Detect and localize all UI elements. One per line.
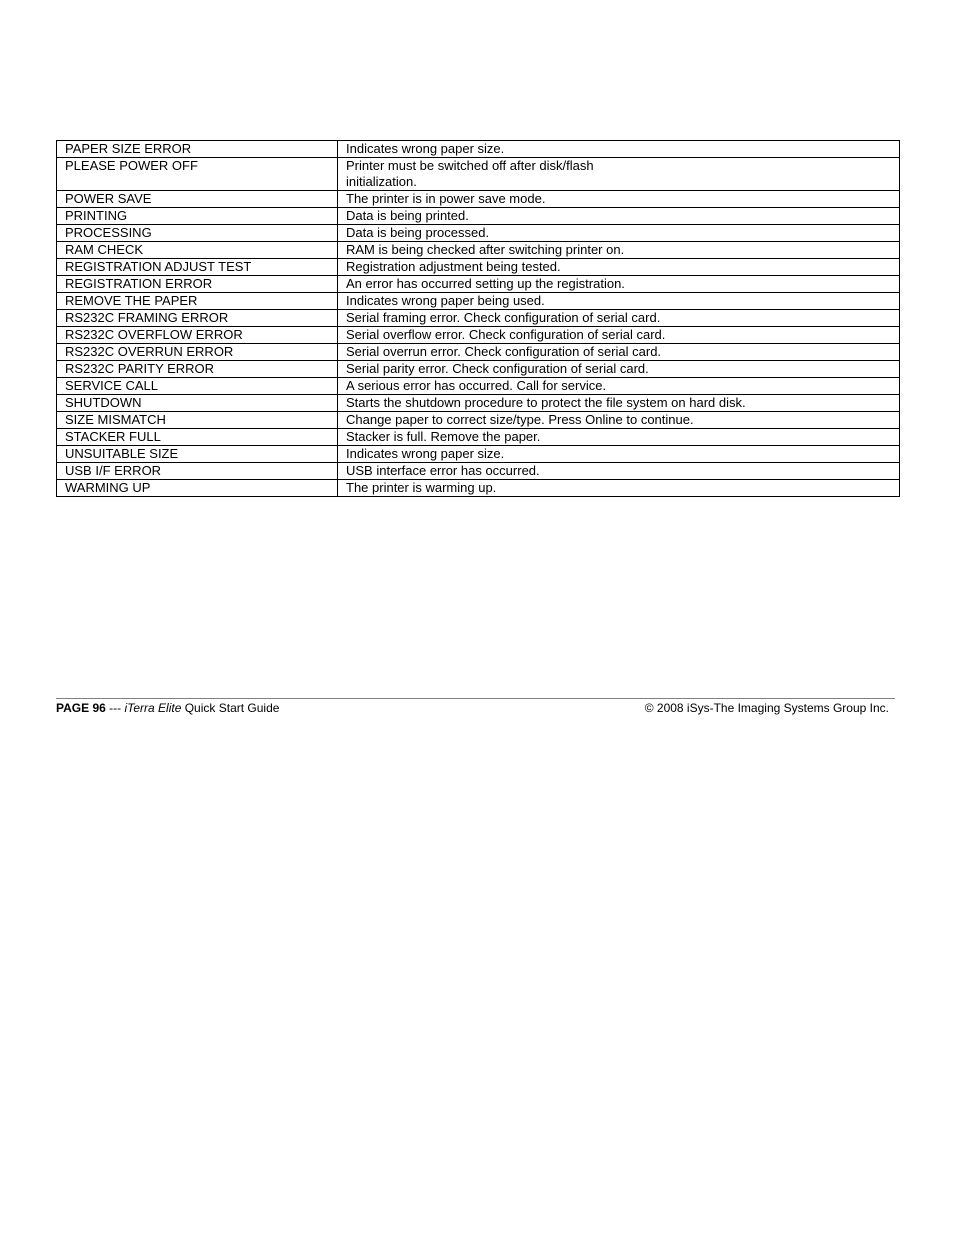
description-cell: The printer is warming up. xyxy=(338,480,900,497)
description-cell: The printer is in power save mode. xyxy=(338,191,900,208)
table-row xyxy=(57,191,900,208)
guide-title: Quick Start Guide xyxy=(181,701,280,715)
message-cell: REGISTRATION ERROR xyxy=(57,276,338,293)
description-cell: Serial overflow error. Check configuration of serial card. xyxy=(338,327,900,344)
table-row xyxy=(57,208,900,225)
footer-copyright: © 2008 iSys-The Imaging Systems Group Inc. xyxy=(644,701,889,715)
message-cell: RS232C FRAMING ERROR xyxy=(57,310,338,327)
message-cell: PROCESSING xyxy=(57,225,338,242)
description-cell: Data is being processed. xyxy=(338,225,900,242)
message-cell: PLEASE POWER OFF xyxy=(57,158,338,191)
table-row xyxy=(57,327,900,344)
table-row xyxy=(57,158,900,191)
message-cell: USB I/F ERROR xyxy=(57,463,338,480)
table-row xyxy=(57,225,900,242)
message-cell: RAM CHECK xyxy=(57,242,338,259)
description-line: Printer must be switched off after disk/flash xyxy=(346,158,594,173)
message-cell: SIZE MISMATCH xyxy=(57,412,338,429)
message-cell: REGISTRATION ADJUST TEST xyxy=(57,259,338,276)
table-row xyxy=(57,378,900,395)
message-cell: UNSUITABLE SIZE xyxy=(57,446,338,463)
table-row xyxy=(57,412,900,429)
message-cell: POWER SAVE xyxy=(57,191,338,208)
message-cell: WARMING UP xyxy=(57,480,338,497)
product-name: iTerra Elite xyxy=(124,701,182,715)
description-cell: Serial framing error. Check configuration of serial card. xyxy=(338,310,900,327)
description-cell: Change paper to correct size/type. Press Online to continue. xyxy=(338,412,900,429)
message-table xyxy=(56,140,900,497)
table-row xyxy=(57,276,900,293)
table-row xyxy=(57,429,900,446)
table-row xyxy=(57,141,900,158)
table-row xyxy=(57,446,900,463)
description-cell xyxy=(338,158,900,191)
message-cell: REMOVE THE PAPER xyxy=(57,293,338,310)
description-cell: Registration adjustment being tested. xyxy=(338,259,900,276)
description-cell: Serial overrun error. Check configuration of serial card. xyxy=(338,344,900,361)
footer-page-info xyxy=(56,701,279,715)
description-cell: Indicates wrong paper being used. xyxy=(338,293,900,310)
description-cell: USB interface error has occurred. xyxy=(338,463,900,480)
message-cell: STACKER FULL xyxy=(57,429,338,446)
message-cell: PRINTING xyxy=(57,208,338,225)
table-row xyxy=(57,242,900,259)
table-row xyxy=(57,395,900,412)
description-cell: An error has occurred setting up the registration. xyxy=(338,276,900,293)
description-cell: A serious error has occurred. Call for service. xyxy=(338,378,900,395)
description-cell: RAM is being checked after switching printer on. xyxy=(338,242,900,259)
table-row xyxy=(57,259,900,276)
table-row xyxy=(57,361,900,378)
table-row xyxy=(57,463,900,480)
description-cell: Serial parity error. Check configuration of serial card. xyxy=(338,361,900,378)
table-row xyxy=(57,480,900,497)
message-cell: SHUTDOWN xyxy=(57,395,338,412)
footer-divider xyxy=(56,698,895,699)
page-number: PAGE 96 xyxy=(56,701,106,715)
table-row xyxy=(57,344,900,361)
description-cell: Stacker is full. Remove the paper. xyxy=(338,429,900,446)
message-cell: RS232C PARITY ERROR xyxy=(57,361,338,378)
description-cell: Indicates wrong paper size. xyxy=(338,446,900,463)
message-cell: RS232C OVERRUN ERROR xyxy=(57,344,338,361)
message-cell: SERVICE CALL xyxy=(57,378,338,395)
description-line: initialization. xyxy=(346,174,417,189)
footer-separator: --- xyxy=(105,701,125,715)
table-row xyxy=(57,293,900,310)
description-cell: Indicates wrong paper size. xyxy=(338,141,900,158)
table-row xyxy=(57,310,900,327)
message-cell: PAPER SIZE ERROR xyxy=(57,141,338,158)
description-cell: Data is being printed. xyxy=(338,208,900,225)
message-cell: RS232C OVERFLOW ERROR xyxy=(57,327,338,344)
description-cell: Starts the shutdown procedure to protect the file system on hard disk. xyxy=(338,395,900,412)
